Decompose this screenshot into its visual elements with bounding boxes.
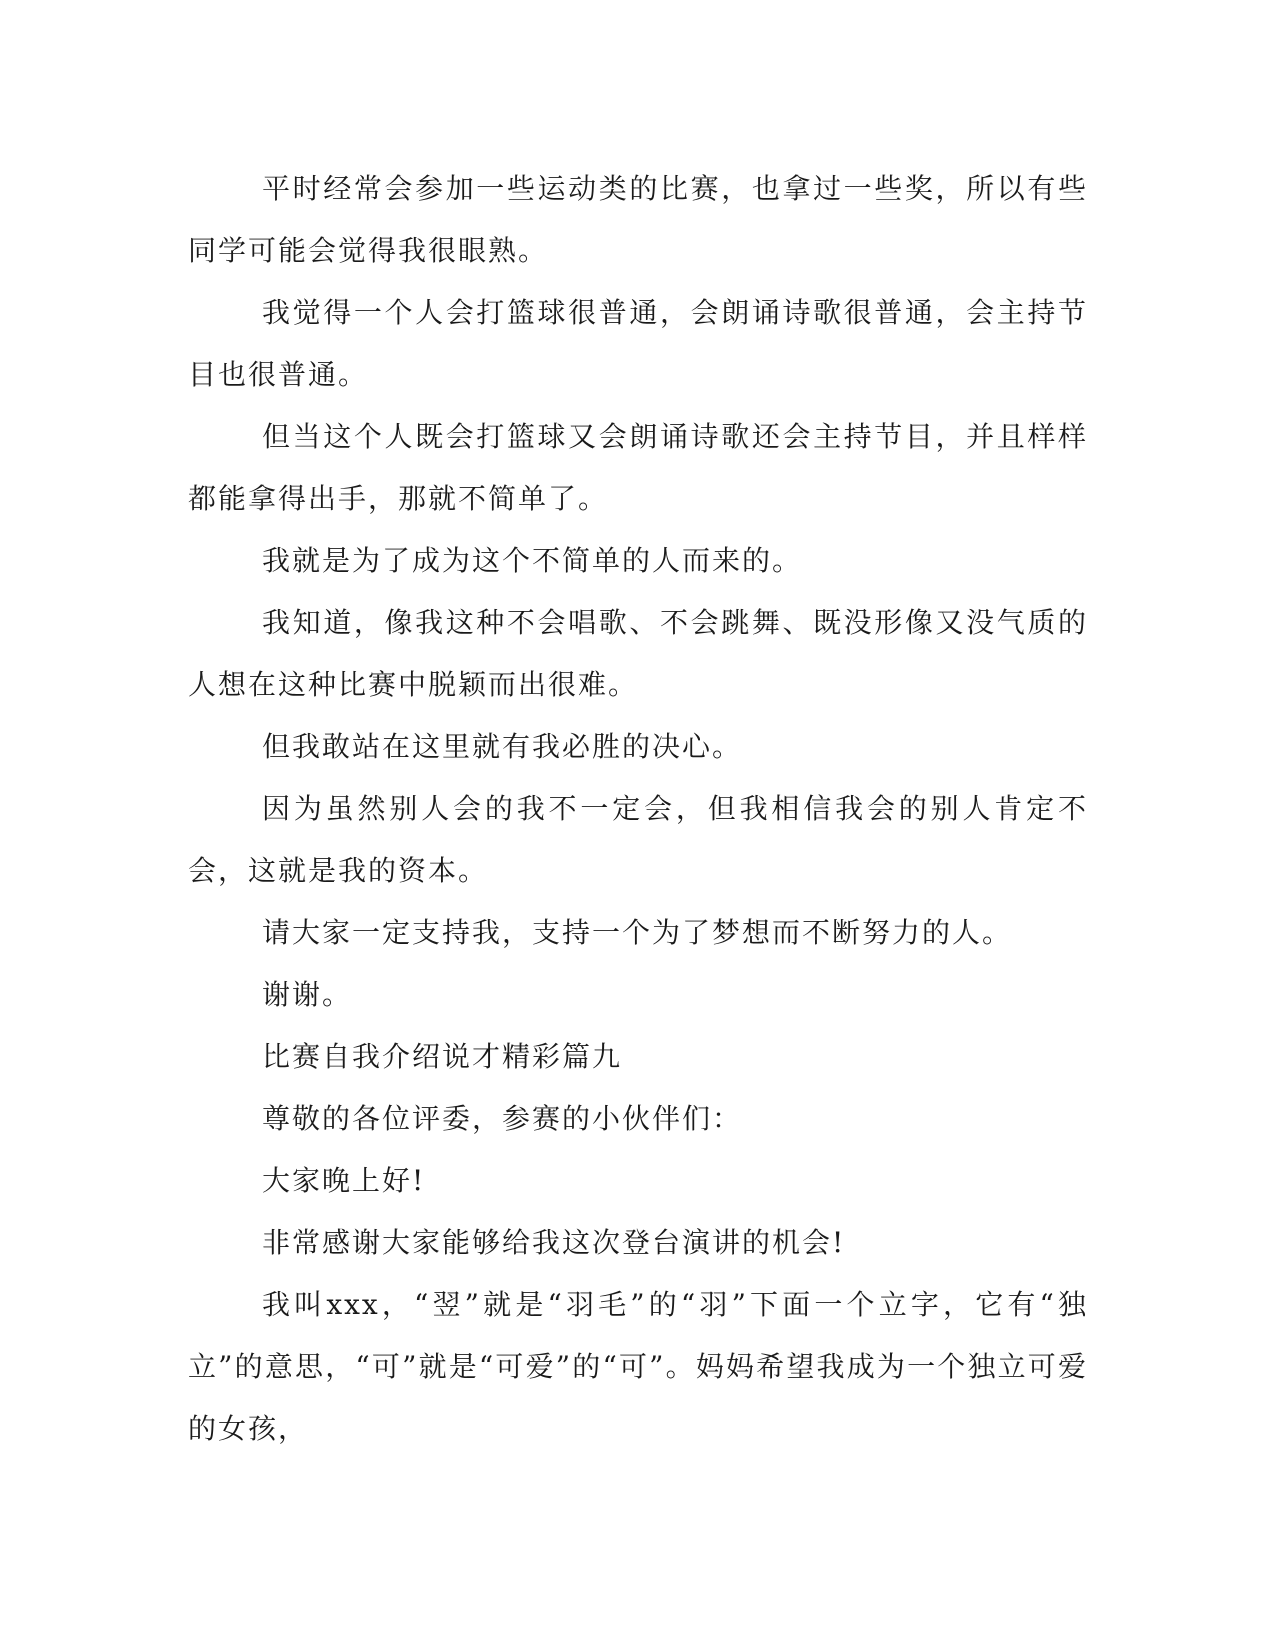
paragraph: 大家晚上好! — [262, 1164, 426, 1197]
paragraph: 平时经常会参加一些运动类的比赛，也拿过一些奖，所以有些同学可能会觉得我很眼熟。 — [188, 172, 1088, 267]
paragraph: 但当这个人既会打篮球又会朗诵诗歌还会主持节目，并且样样都能拿得出手，那就不简单了。 — [188, 420, 1088, 515]
paragraph: 尊敬的各位评委，参赛的小伙伴们： — [262, 1102, 743, 1135]
paragraph: 我叫xxx，“翌”就是“羽毛”的“羽”下面一个立字，它有“独立”的意思，“可”就是“可爱”的“可”。妈妈希望我成为一个独立可爱的女孩， — [188, 1288, 1088, 1445]
paragraph: 因为虽然别人会的我不一定会，但我相信我会的别人肯定不会，这就是我的资本。 — [188, 792, 1088, 887]
paragraph: 请大家一定支持我，支持一个为了梦想而不断努力的人。 — [262, 916, 1013, 949]
paragraph: 但我敢站在这里就有我必胜的决心。 — [262, 730, 743, 763]
section-heading: 比赛自我介绍说才精彩篇九 — [262, 1040, 623, 1073]
paragraph: 非常感谢大家能够给我这次登台演讲的机会! — [262, 1226, 846, 1259]
paragraph: 我就是为了成为这个不简单的人而来的。 — [262, 544, 803, 577]
paragraph: 我知道，像我这种不会唱歌、不会跳舞、既没形像又没气质的人想在这种比赛中脱颖而出很难。 — [188, 606, 1088, 701]
paragraph: 谢谢。 — [262, 978, 353, 1011]
paragraph: 我觉得一个人会打篮球很普通，会朗诵诗歌很普通，会主持节目也很普通。 — [188, 296, 1088, 391]
document-body — [188, 158, 1088, 1460]
